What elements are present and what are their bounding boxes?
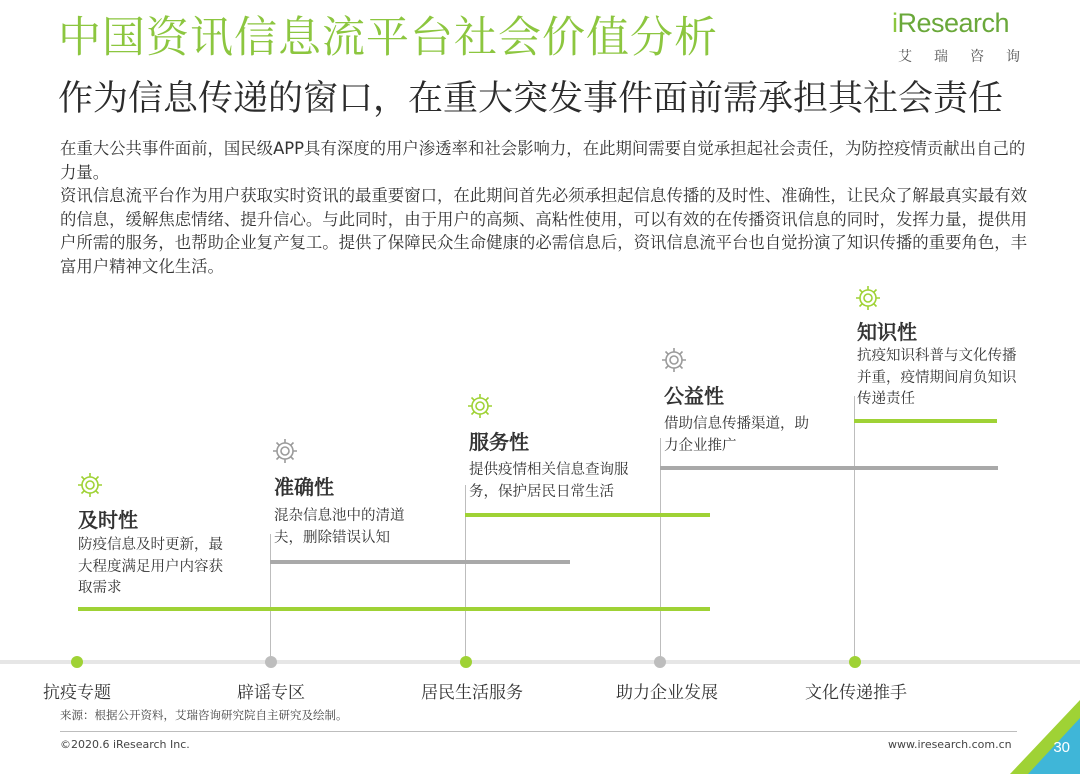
stage-connector bbox=[465, 485, 466, 662]
stage-desc-4: 借助信息传播渠道，助力企业推广 bbox=[664, 416, 809, 454]
intro-paragraph-1: 在重大公共事件面前，国民级APP具有深度的用户渗透率和社会影响力，在此期间需要自觉承担起社会责任，为防控疫情贡献出自己的力量。 bbox=[60, 139, 1026, 182]
stage-connector bbox=[270, 534, 271, 662]
gear-icon bbox=[76, 471, 104, 499]
stage-desc-2: 混杂信息池中的清道夫，删除错误认知 bbox=[274, 508, 405, 546]
stage-bar-5 bbox=[854, 419, 997, 423]
gear-icon bbox=[854, 284, 882, 312]
axis-label-2: 辟谣专区 bbox=[237, 683, 305, 703]
timeline-axis bbox=[0, 660, 1080, 664]
timeline-dot bbox=[265, 656, 277, 668]
stage-title-3: 服务性 bbox=[469, 430, 529, 454]
stage-desc-5: 抗疫知识科普与文化传播并重，疫情期间肩负知识传递责任 bbox=[857, 348, 1017, 407]
intro-paragraph-2: 资讯信息流平台作为用户获取实时资讯的最重要窗口，在此期间首先必须承担起信息传播的及时性、准确性，让民众了解最真实最有效的信息，缓解焦虑情绪、提升信心。与此同时，由于用户的高频、高粘性使用，可以有效的在传播资讯信息的同时，发挥力量，提供用户所需的服务，也帮助企业复产复工。提供了保障民众生命健康的必需信息后，资讯信息流平台也自觉扮演了知识传播的重要角色，丰富用户精神文化生活。 bbox=[60, 186, 1028, 276]
stage-bar-3 bbox=[465, 513, 710, 517]
axis-label-1: 抗疫专题 bbox=[43, 683, 111, 703]
stage-title-1: 及时性 bbox=[78, 508, 138, 532]
gear-icon bbox=[271, 437, 299, 465]
page-corner-decoration bbox=[1010, 700, 1080, 774]
stage-title-4: 公益性 bbox=[664, 384, 724, 408]
gear-icon bbox=[466, 392, 494, 420]
stage-desc-1: 防疫信息及时更新，最大程度满足用户内容获取需求 bbox=[78, 537, 223, 596]
stage-title-5: 知识性 bbox=[857, 320, 917, 344]
logo-cn: 艾瑞咨询 bbox=[898, 49, 1042, 65]
page-number: 30 bbox=[1053, 739, 1070, 756]
logo-brand: iResearch bbox=[892, 8, 1010, 38]
stage-desc-3: 提供疫情相关信息查询服务，保护居民日常生活 bbox=[469, 462, 629, 500]
stage-title-2: 准确性 bbox=[274, 475, 334, 499]
copyright: ©2020.6 iResearch Inc. bbox=[60, 738, 190, 751]
page-title: 中国资讯信息流平台社会价值分析 bbox=[58, 13, 718, 63]
website-url: www.iresearch.com.cn bbox=[888, 738, 1012, 751]
timeline-dot bbox=[849, 656, 861, 668]
stage-bar-4 bbox=[660, 466, 998, 470]
source-note: 来源：根据公开资料，艾瑞咨询研究院自主研究及绘制。 bbox=[60, 708, 348, 722]
axis-label-3: 居民生活服务 bbox=[421, 683, 523, 703]
timeline-dot bbox=[654, 656, 666, 668]
gear-icon bbox=[660, 346, 688, 374]
timeline-dot bbox=[460, 656, 472, 668]
stage-bar-1 bbox=[78, 607, 710, 611]
timeline-dot bbox=[71, 656, 83, 668]
stage-bar-2 bbox=[270, 560, 570, 564]
footer-divider bbox=[60, 731, 1017, 732]
stage-connector bbox=[660, 438, 661, 662]
stage-connector bbox=[854, 396, 855, 662]
page-subtitle: 作为信息传递的窗口，在重大突发事件面前需承担其社会责任 bbox=[58, 79, 1004, 119]
axis-label-5: 文化传递推手 bbox=[805, 683, 907, 703]
iresearch-logo bbox=[892, 6, 1042, 68]
axis-label-4: 助力企业发展 bbox=[616, 683, 718, 703]
